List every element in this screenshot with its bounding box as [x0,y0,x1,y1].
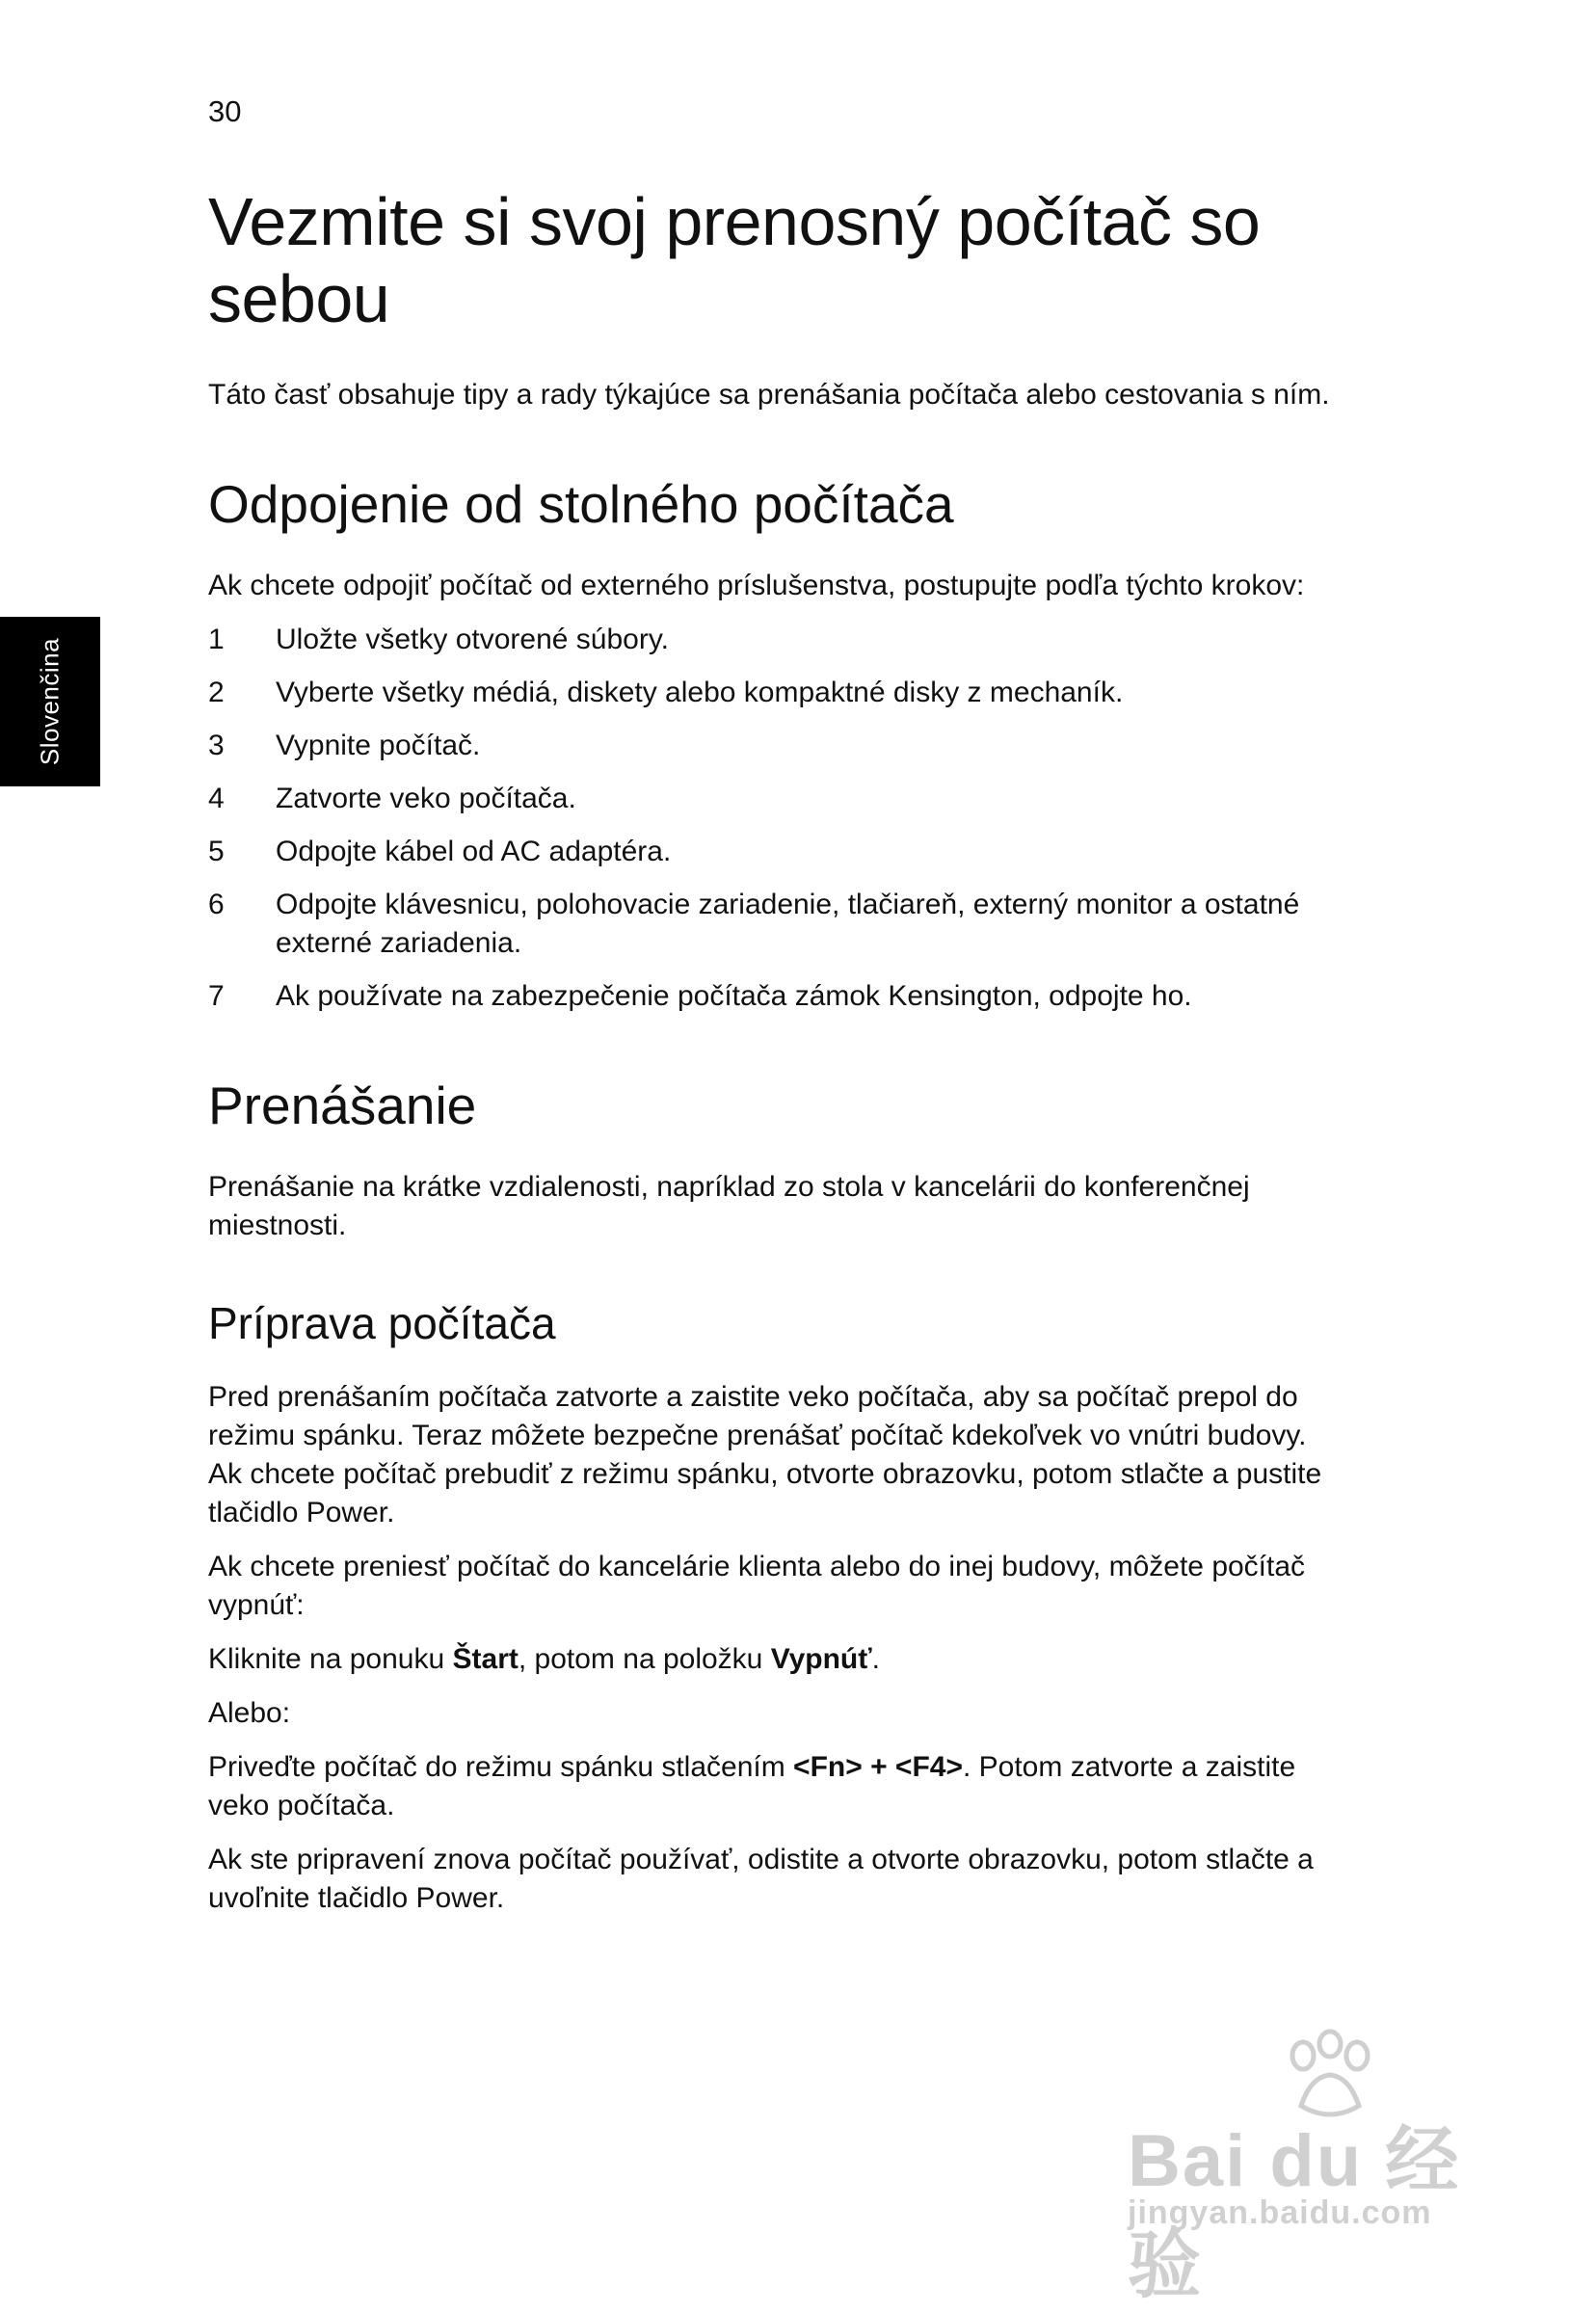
step-text: Ak používate na zabezpečenie počítača zámok Kensington, odpojte ho. [276,980,1192,1012]
preparation-paragraph-3 [208,1640,1336,1679]
start-menu-label: Štart [452,1643,519,1675]
list-item [208,977,1336,1016]
page-title: Vezmite si svoj prenosný počítač so sebou [208,184,1261,336]
list-item [208,621,1336,659]
intro-paragraph: Táto časť obsahuje tipy a rady týkajúce sa prenášania počítača alebo cestovania s ním. [208,379,1330,411]
preparation-paragraph-6: Ak ste pripravení znova počítač používať, odistite a otvorte obrazovku, potom stlačte a uvoľnite tlačidlo Power. [208,1844,1314,1914]
step-text: Odpojte kábel od AC adaptéra. [276,836,672,867]
text-run: Priveďte počítač do režimu spánku stlačením [208,1751,794,1783]
step-number: 6 [208,889,225,920]
step-number: 1 [208,624,225,655]
text-run: . Potom zatvorte a zaistite veko počítača. [208,1751,1296,1821]
language-side-tab [0,617,100,786]
preparation-paragraph-1: Pred prenášaním počítača zatvorte a zaistite veko počítača, aby sa počítač prepol do režimu spánku. Teraz môžete bezpečne prenášať počítač kdekoľvek vo vnútri budovy. Ak chcete počítač prebudiť z režimu spánku, otvorte obrazovku, potom stlačte a pustite tlačidlo Power. [208,1381,1322,1528]
key-combination: <Fn> + <F4> [793,1751,963,1783]
step-number: 5 [208,836,225,867]
preparation-paragraph-5 [208,1748,1336,1825]
step-number: 4 [208,783,225,814]
subsection-heading-preparation: Príprava počítača [208,1298,556,1348]
step-text: Odpojte klávesnicu, polohovacie zariadenie, tlačiareň, externý monitor a ostatné externé zariadenia. [276,889,1300,959]
list-item [208,674,1336,712]
watermark-brand: Bai du 经验 [1128,2120,1461,2307]
list-item [208,780,1336,818]
step-text: Zatvorte veko počítača. [276,783,576,814]
step-number: 2 [208,677,225,708]
baidu-watermark [1128,2029,1513,2307]
step-number: 3 [208,730,225,761]
step-number: 7 [208,980,225,1012]
step-text: Vypnite počítač. [276,730,481,761]
page-number: 30 [208,94,242,128]
section-text-carrying: Prenášanie na krátke vzdialenosti, napríklad zo stola v kancelárii do konferenčnej miestnosti. [208,1171,1250,1241]
section-intro-disconnect: Ak chcete odpojiť počítač od externého príslušenstva, postupujte podľa týchto krokov: [208,570,1305,601]
list-item [208,886,1336,963]
list-item [208,833,1336,871]
section-heading-disconnect: Odpojenie od stolného počítača [208,474,954,534]
disconnect-steps-list [208,621,1336,1016]
list-item [208,727,1336,765]
text-run: , potom na položku [518,1643,771,1675]
text-run: . [871,1643,880,1675]
preparation-paragraph-2: Ak chcete preniesť počítač do kancelárie klienta alebo do inej budovy, môžete počítač vypnúť: [208,1551,1306,1621]
page-content [208,183,1336,1933]
watermark-domain: jingyan.baidu.com [1128,2194,1432,2231]
language-label: Slovenčina [35,637,65,766]
section-heading-carrying: Prenášanie [208,1076,477,1135]
shutdown-label: Vypnúť [770,1643,872,1675]
preparation-paragraph-4: Alebo: [208,1697,291,1729]
step-text: Vyberte všetky médiá, diskety alebo kompaktné disky z mechaník. [276,677,1124,708]
text-run: Kliknite na ponuku [208,1643,453,1675]
step-text: Uložte všetky otvorené súbory. [276,624,669,655]
